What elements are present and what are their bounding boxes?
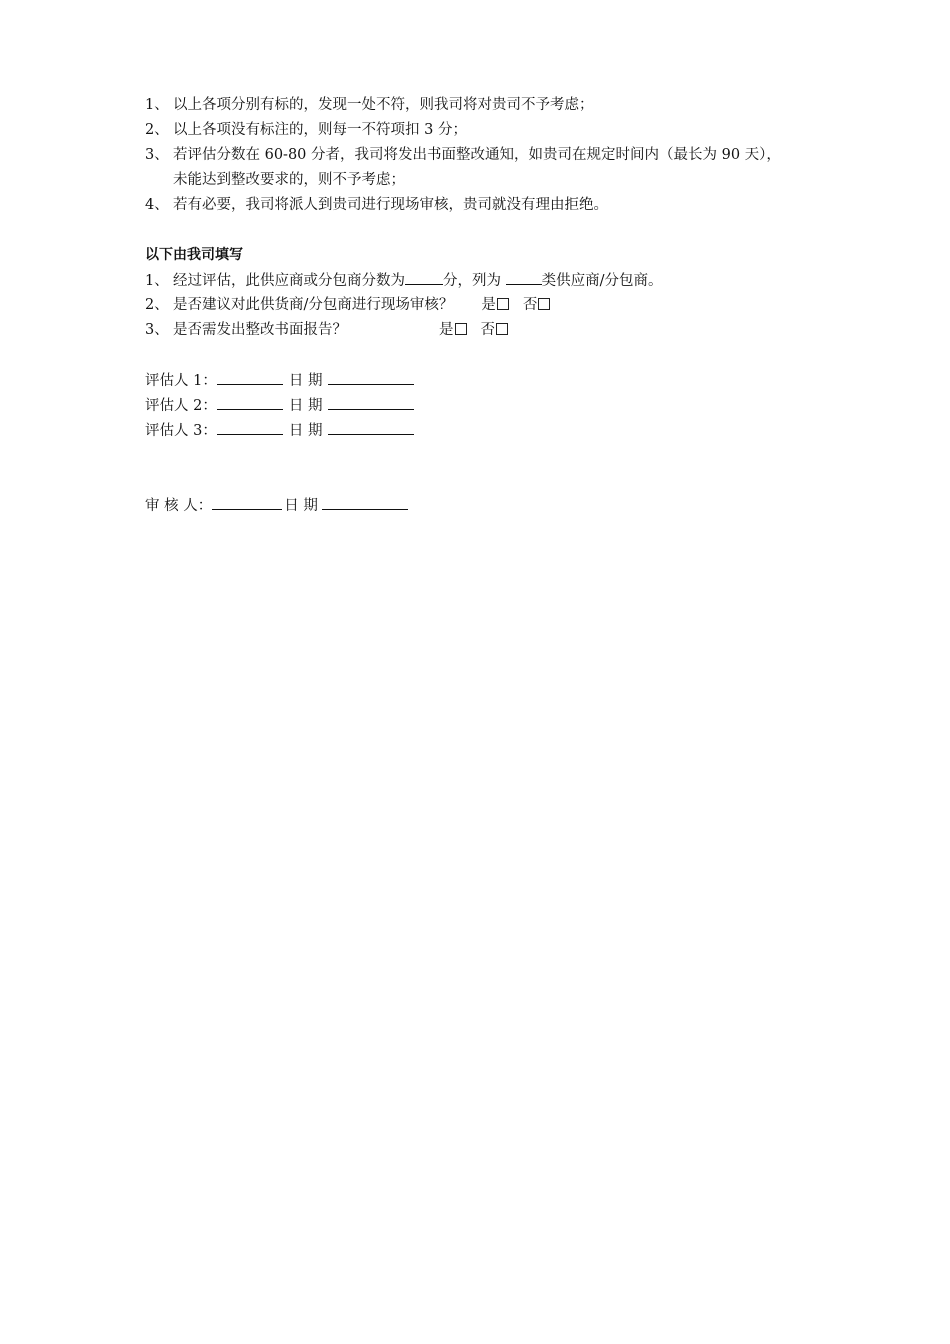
question-number: 2、 bbox=[145, 297, 169, 313]
assessor-label: 评估人 2： bbox=[145, 398, 217, 414]
category-blank-field[interactable] bbox=[506, 270, 542, 285]
assessor-signature-field[interactable] bbox=[217, 395, 283, 410]
question-number: 1、 bbox=[145, 273, 169, 289]
score-question bbox=[145, 270, 663, 290]
assessor-signature-row bbox=[145, 420, 414, 440]
no-checkbox[interactable] bbox=[538, 298, 550, 310]
rule-item bbox=[145, 145, 781, 165]
assessor-signature-field[interactable] bbox=[217, 370, 283, 385]
date-label: 日 期 bbox=[288, 423, 323, 439]
date-field[interactable] bbox=[328, 370, 414, 385]
reviewer-signature-row bbox=[145, 495, 408, 515]
rule-continuation bbox=[173, 170, 405, 190]
date-field[interactable] bbox=[322, 495, 408, 510]
rule-text: 以上各项没有标注的，则每一不符项扣 3 分； bbox=[173, 122, 467, 138]
rule-item bbox=[145, 195, 608, 215]
rule-text: 若评估分数在 60-80 分者，我司将发出书面整改通知，如贵司在规定时间内（最长为 90 天）， bbox=[173, 147, 781, 163]
yes-checkbox[interactable] bbox=[497, 298, 509, 310]
question-text: 经过评估，此供应商或分包商分数为 bbox=[173, 273, 405, 289]
question-text: 是否需发出整改书面报告？ bbox=[173, 322, 347, 338]
question-text-mid: 分，列为 bbox=[443, 273, 506, 289]
reviewer-signature-field[interactable] bbox=[212, 495, 282, 510]
section-title: 以下由我司填写 bbox=[145, 247, 243, 263]
no-label: 否 bbox=[522, 297, 538, 313]
rule-text-continued: 未能达到整改要求的，则不予考虑； bbox=[173, 172, 405, 188]
date-field[interactable] bbox=[328, 420, 414, 435]
date-label: 日 期 bbox=[284, 498, 318, 514]
date-label: 日 期 bbox=[288, 398, 323, 414]
rule-item bbox=[145, 120, 467, 140]
assessor-signature-row bbox=[145, 395, 414, 415]
rule-number: 2、 bbox=[145, 122, 169, 138]
no-checkbox[interactable] bbox=[496, 323, 508, 335]
rule-text: 以上各项分别有标的，发现一处不符，则我司将对贵司不予考虑； bbox=[173, 97, 594, 113]
assessor-signature-row bbox=[145, 370, 414, 390]
question-number: 3、 bbox=[145, 322, 169, 338]
rule-item bbox=[145, 95, 594, 115]
score-blank-field[interactable] bbox=[405, 270, 443, 285]
question-text: 是否建议对此供货商/分包商进行现场审核？ bbox=[173, 297, 454, 313]
rule-text: 若有必要，我司将派人到贵司进行现场审核，贵司就没有理由拒绝。 bbox=[173, 197, 608, 213]
yes-checkbox[interactable] bbox=[455, 323, 467, 335]
yes-label: 是 bbox=[439, 322, 454, 338]
assessor-label: 评估人 1： bbox=[145, 373, 217, 389]
yes-label: 是 bbox=[481, 297, 496, 313]
rectification-question bbox=[145, 320, 508, 340]
no-label: 否 bbox=[480, 322, 495, 338]
date-label: 日 期 bbox=[288, 373, 323, 389]
assessor-signature-field[interactable] bbox=[217, 420, 283, 435]
rule-number: 3、 bbox=[145, 147, 169, 163]
reviewer-label: 审 核 人： bbox=[145, 498, 213, 514]
rule-number: 1、 bbox=[145, 97, 169, 113]
question-text-end: 类供应商/分包商。 bbox=[541, 273, 663, 289]
rule-number: 4、 bbox=[145, 197, 169, 213]
onsite-audit-question bbox=[145, 295, 550, 315]
assessor-label: 评估人 3： bbox=[145, 423, 217, 439]
date-field[interactable] bbox=[328, 395, 414, 410]
